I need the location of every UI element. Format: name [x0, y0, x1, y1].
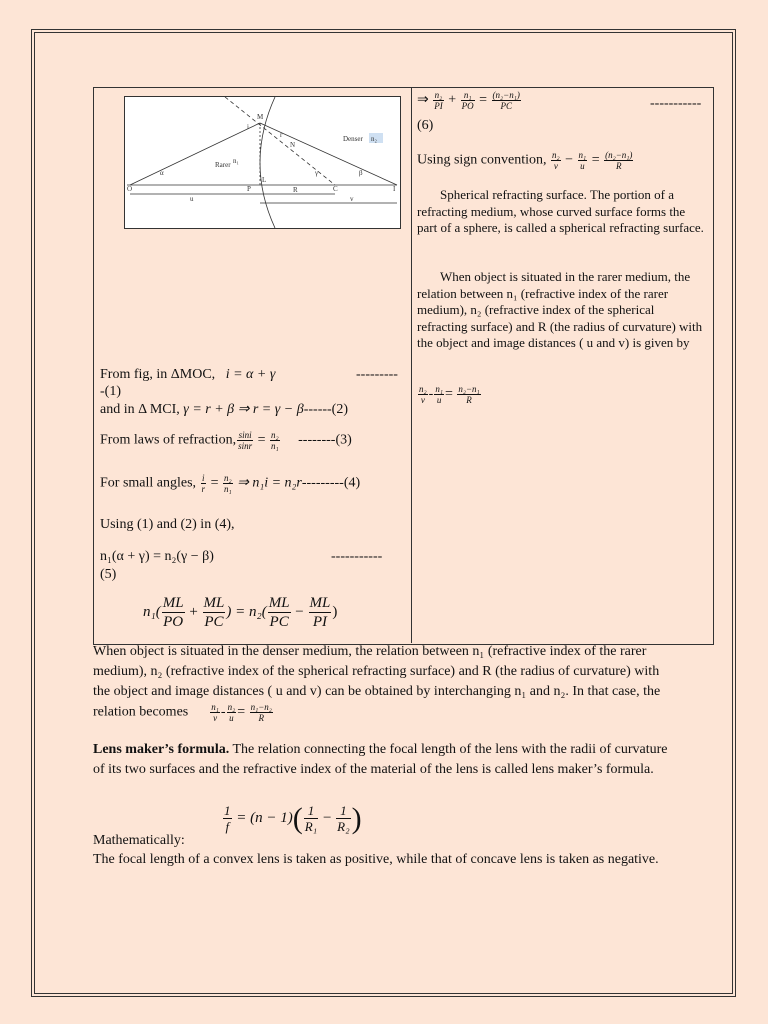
eq6-frac-2: $\frac{\text{n₁}}{PO}$	[461, 90, 474, 111]
eq6-frac-3: $\frac{\text{(n₂−n₁)}}{PC}$	[492, 90, 520, 111]
eq5-tag: -----------	[331, 549, 383, 564]
sign-frac-3: $\frac{\text{(n₂−n₁)}}{R}$	[605, 150, 633, 171]
eq5-tag-cont: (5)	[100, 567, 117, 582]
formula-frac-r1: $\frac{1}{\text{R₁}}$	[304, 803, 318, 834]
sign-frac-2: $\frac{\text{n₁}}{u}$	[578, 150, 587, 171]
label-P: P	[247, 185, 251, 193]
label-denser: Denser	[343, 135, 363, 143]
label-M: M	[257, 113, 264, 121]
label-N: N	[290, 141, 296, 149]
label-rarer: Rarer	[215, 161, 231, 169]
mathematically-label: Mathematically:	[93, 833, 185, 848]
formula-frac-r2: $\frac{1}{\text{R₂}}$	[337, 803, 350, 834]
final-end: )	[332, 603, 338, 620]
formula-mid: = (n − 1)	[236, 809, 293, 826]
den-frac-3: $\frac{\text{n₁−n₂}}{R}$	[250, 702, 272, 723]
label-C: C	[333, 185, 338, 193]
label-R: R	[293, 186, 298, 194]
label-gamma: γ	[315, 169, 319, 177]
eq1-prefix: From fig, in ΔMOC,	[100, 367, 216, 382]
refraction-diagram-svg	[125, 97, 400, 228]
eq4-frac-right: $\frac{\text{n₂}}{\text{n₁}}$	[223, 473, 232, 494]
sign-line: Using sign convention, $\frac{\text{n₂}}{v}$ − $\frac{\text{n₁}}{u}$ = $\frac{\text{(n₂−n₁)}}{R}$	[417, 150, 633, 171]
eq4-body: ⇒ n₁i = n₂r	[237, 475, 302, 491]
label-r: r	[280, 131, 283, 139]
eq3-frac-right: $\frac{\text{n₂}}{\text{n₁}}$	[271, 430, 279, 451]
eq1-line	[100, 366, 275, 383]
lens-formula: $\frac{1}{f}$ = (n − 1)( $\frac{1}{\text{R₁}}$ − $\frac{1}{\text{R₂}}$ )	[224, 802, 362, 835]
label-v: v	[350, 195, 354, 203]
eq4-prefix: For small angles,	[100, 475, 197, 491]
using-line: Using (1) and (2) in (4),	[100, 517, 235, 532]
rel-frac-1: $\frac{\text{n₂}}{v}$	[419, 384, 427, 405]
lens-maker-para	[93, 740, 678, 780]
label-n1: n₁	[233, 157, 239, 165]
final-frac-2: $\frac{ML}{PC}$	[203, 595, 225, 630]
eq-final: n₁( $\frac{ML}{PO}$ + $\frac{ML}{PC}$ ) = n₂( $\frac{ML}{PC}$ − $\frac{ML}{PI}$ )	[143, 595, 338, 630]
eq3-frac-left: $\frac{\sin i}{\sin r}$	[238, 430, 253, 451]
final-mid: ) = n₂(	[226, 603, 267, 620]
label-O: O	[127, 185, 133, 193]
eq4-line: For small angles, $\frac{i}{r}$ = $\frac{\text{n₂}}{\text{n₁}}$ ⇒ n₁i = n₂r---------(4)	[100, 473, 361, 494]
normal-line	[225, 97, 335, 185]
eq3-prefix: From laws of refraction,	[100, 432, 237, 448]
label-beta: β	[359, 169, 363, 177]
label-I: I	[393, 185, 396, 193]
denser-text: When object is situated in the denser medium, the relation between n₁ (refractive index of the rarer medium), n₂ (refractive index of the spherical refracting surface) and R (the radius of curvature) with the object and image distances ( u and v) can be obtained by interchanging n₁ and n₂. In that case, the relation becomes	[93, 644, 661, 720]
rarer-relation: $\frac{\text{n₂}}{v}$ - $\frac{\text{n₁}}{u}$ = $\frac{\text{n₂−n₁}}{R}$	[419, 384, 480, 405]
final-frac-1: $\frac{ML}{PO}$	[162, 595, 184, 630]
eq6-frac-1: $\frac{\text{n₂}}{PI}$	[434, 90, 443, 111]
refraction-diagram	[124, 96, 401, 229]
label-alpha: α	[160, 169, 164, 177]
rel-frac-3: $\frac{\text{n₂−n₁}}{R}$	[458, 384, 480, 405]
final-n1: n₁(	[143, 603, 161, 620]
eq2-body: γ = r + β ⇒ r = γ − β	[183, 402, 304, 417]
eq6-tag: -----------	[650, 96, 702, 111]
eq5-body: n₁(α + γ) = n₂(γ − β)	[100, 549, 214, 564]
formula-frac-left: $\frac{1}{f}$	[224, 803, 231, 834]
eq4-frac-left: $\frac{i}{r}$	[201, 473, 206, 494]
eq2-tag: ------(2)	[303, 402, 348, 417]
rel-frac-2: $\frac{\text{n₁}}{u}$	[435, 384, 443, 405]
incident-ray	[130, 123, 260, 185]
label-u: u	[190, 195, 194, 203]
denser-medium-para: When object is situated in the denser medium, the relation between n₁ (refractive index of the rarer medium), n₂ (refractive index of the spherical refracting surface) and R (the radius of curvature) with the object and image distances ( u and v) can be obtained by interchanging n₁ and n₂. In that case, the relation becomes $\frac{\text{n₁}}{v}$ - $\frac{\text{n₂}}{u}$ = $\frac{\text{n₁−n₂}}{R}$	[93, 644, 661, 723]
eq1-tag-cont: -(1)	[100, 384, 121, 399]
eq6-line: ⇒ $\frac{\text{n₂}}{PI}$ + $\frac{\text{n₁}}{PO}$ = $\frac{\text{(n₂−n₁)}}{PC}$	[417, 90, 520, 111]
lens-maker-text: The relation connecting the focal length of the lens with the radii of curvature of its two surfaces and the refractive index of the material of the lens is called lens maker’s formula.	[93, 742, 668, 777]
table-divider	[411, 87, 412, 643]
label-n2: n₂	[371, 135, 377, 143]
sign-frac-1: $\frac{\text{n₂}}{v}$	[552, 150, 560, 171]
label-i: i	[247, 123, 249, 131]
eq1-tag: ---------	[356, 367, 398, 382]
rarer-medium-para: When object is situated in the rarer medium, the relation between n₁ (refractive index of the rarer medium), n₂ (refractive index of the spherical refracting surface) and R (the radius of curvature) with the object and image distances ( u and v) is given by	[417, 269, 703, 350]
lens-maker-title: Lens maker’s formula.	[93, 742, 230, 757]
eq4-tag: ---------(4)	[301, 475, 361, 491]
den-frac-1: $\frac{\text{n₁}}{v}$	[211, 702, 219, 723]
final-frac-3: $\frac{ML}{PC}$	[268, 595, 290, 630]
spherical-surface-para: Spherical refracting surface. The portion of a refracting medium, whose curved surface forms the part of a sphere, is called a spherical refracting surface.	[417, 187, 704, 235]
eq6-tag-cont: (6)	[417, 118, 434, 133]
eq3-line: From laws of refraction, $\frac{\sin i}{\sin r}$ = $\frac{\text{n₂}}{\text{n₁}}$ --------(3)	[100, 430, 352, 451]
eq2-prefix: and in Δ MCI,	[100, 402, 180, 417]
den-frac-2: $\frac{\text{n₂}}{u}$	[227, 702, 236, 723]
eq6-arrow: ⇒	[417, 92, 429, 108]
eq1-body: i = α + γ	[225, 367, 276, 382]
eq2-line	[100, 401, 348, 418]
eq3-tag: --------(3)	[298, 432, 352, 448]
focal-length-note: The focal length of a convex lens is taken as positive, while that of concave lens is taken as negative.	[93, 852, 659, 867]
sign-prefix: Using sign convention,	[417, 152, 547, 168]
final-frac-4: $\frac{ML}{PI}$	[309, 595, 331, 630]
label-L: L	[262, 176, 267, 184]
